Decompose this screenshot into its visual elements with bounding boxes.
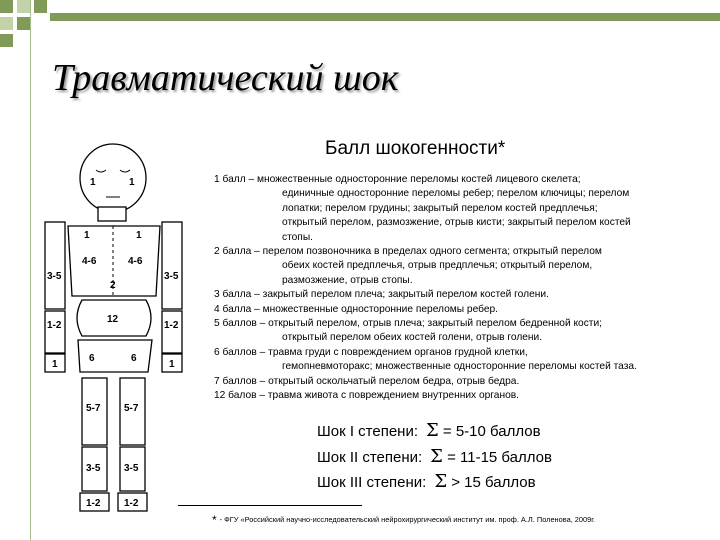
footnote-mark: * — [212, 513, 217, 527]
label-thigh-left: 5-7 — [86, 403, 101, 414]
shock-degree-label: Шок II степени: — [317, 449, 423, 466]
neck-shape — [98, 207, 126, 221]
label-ribs-right: 4-6 — [128, 256, 143, 267]
score-line: 5 баллов – открытый перелом, отрыв плеча; закрытый перелом бедренной кости; — [214, 318, 602, 330]
arm-left-upper — [45, 222, 65, 309]
score-line: 12 балов – травма живота с повреждением внутренних органов. — [214, 390, 519, 402]
label-shin-right: 3-5 — [124, 463, 139, 474]
label-shin-left: 3-5 — [86, 463, 101, 474]
sigma-symbol: Σ — [430, 446, 443, 467]
label-forearm-right: 1-2 — [164, 320, 179, 331]
label-pelvis-left: 6 — [89, 353, 95, 364]
shock-degree-value: = 11-15 баллов — [447, 449, 552, 466]
score-line: 1 балл – множественные односторонние переломы костей лицевого скелета; — [214, 174, 581, 185]
score-line: лопатки; перелом грудины; закрытый перелом костей предплечья; — [282, 202, 598, 214]
score-line: 6 баллов – травма груди с повреждением органов грудной клетки, — [214, 346, 528, 358]
shock-degree-value: = 5-10 баллов — [442, 423, 541, 440]
label-head-left: 1 — [90, 177, 96, 188]
score-line: 7 баллов – открытый оскольчатый перелом бедра, отрыв бедра. — [214, 375, 520, 387]
shock-degree-label: Шок III степени: — [317, 474, 427, 491]
label-hand-left: 1 — [52, 359, 58, 370]
sigma-symbol: Σ — [426, 420, 439, 441]
score-line: открытый перелом, размозжение, отрыв кисти; закрытый перелом костей — [282, 217, 631, 229]
score-line: обеих костей предплечья, отрыв предплечья; открытый перелом, — [282, 260, 593, 272]
score-line: гемопневмоторакс; множественные односторонние переломы костей таза. — [282, 361, 637, 373]
score-line: 4 балла – множественные односторонние переломы ребер. — [214, 303, 499, 315]
score-line: стопы. — [282, 231, 313, 243]
label-spine: 2 — [110, 280, 116, 291]
slide-subtitle: Балл шокогенности* — [325, 138, 506, 159]
arm-left-lower — [45, 311, 65, 353]
score-line: размозжение, отрыв стопы. — [282, 274, 413, 286]
score-line: 2 балла – перелом позвоночника в пределах одного сегмента; открытый перелом — [214, 246, 602, 258]
label-pelvis-right: 6 — [131, 353, 137, 364]
label-chest-right: 1 — [136, 230, 142, 241]
label-shoulder-left: 3-5 — [47, 271, 62, 282]
label-thigh-right: 5-7 — [124, 403, 139, 414]
score-line: 3 балла – закрытый перелом плеча; закрытый перелом костей голени. — [214, 289, 549, 301]
arm-right-upper — [162, 222, 182, 309]
score-line: единичные односторонние переломы ребер; перелом ключицы; перелом — [282, 188, 630, 200]
footnote-text: - ФГУ «Российский научно-исследовательский нейрохирургический институт им. проф. А.Л. Поленова, 2009г. — [219, 515, 596, 524]
shock-degree-label: Шок I степени: — [317, 423, 418, 440]
label-ribs-left: 4-6 — [82, 256, 97, 267]
score-line: открытый перелом обеих костей голени, отрыв голени. — [282, 332, 543, 344]
label-head-right: 1 — [129, 177, 135, 188]
label-foot-right: 1-2 — [124, 498, 139, 509]
slide-title: Травматический шок — [52, 57, 399, 99]
label-chest-left: 1 — [84, 230, 90, 241]
label-abdomen: 12 — [107, 314, 119, 325]
label-shoulder-right: 3-5 — [164, 271, 179, 282]
label-hand-right: 1 — [169, 359, 175, 370]
sigma-symbol: Σ — [434, 471, 448, 492]
label-foot-left: 1-2 — [86, 498, 101, 509]
arm-right-lower — [162, 311, 182, 353]
label-forearm-left: 1-2 — [47, 320, 62, 331]
shock-degree-value: > 15 баллов — [451, 474, 536, 491]
